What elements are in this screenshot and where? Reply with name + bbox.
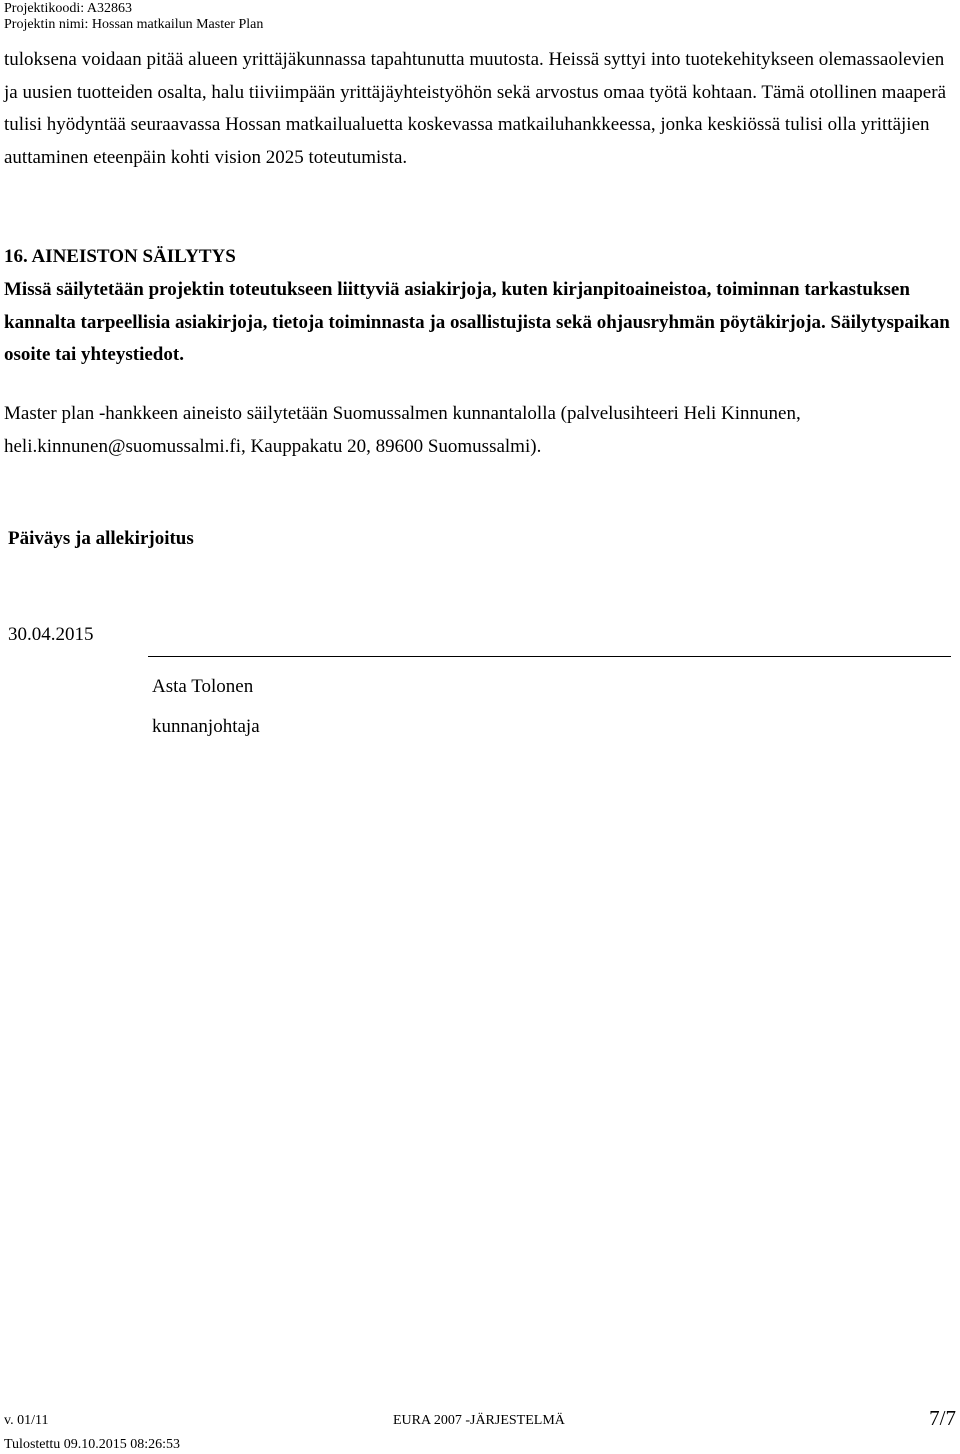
footer-system: EURA 2007 -JÄRJESTELMÄ	[393, 1413, 565, 1428]
signer-title: kunnanjohtaja	[152, 716, 260, 737]
header-project-code: Projektikoodi: A32863	[4, 1, 132, 16]
footer-version: v. 01/11	[4, 1413, 49, 1428]
signature-heading: Päiväys ja allekirjoitus	[8, 528, 194, 549]
signer-name: Asta Tolonen	[152, 676, 254, 697]
footer-printed-timestamp: Tulostettu 09.10.2015 08:26:53	[4, 1437, 181, 1452]
section-16-answer: Master plan -hankkeen aineisto säilytetään Suomussalmen kunnantalolla (palvelusihteeri Heli Kinnunen, heli.kinnunen@suomussalmi.fi, Kauppakatu 20, 89600 Suomussalmi).	[4, 403, 801, 457]
signature-date: 30.04.2015	[8, 624, 94, 645]
footer-page-number: 7/7	[929, 1406, 956, 1430]
section-16-question: Missä säilytetään projektin toteutukseen liittyviä asiakirjoja, kuten kirjanpitoaineistoa, toiminnan tarkastuksen kannalta tarpeellisia asiakirjoja, tietoja toiminnasta ja osallistujista sekä ohjausryhmän pöytäkirjoja. Säilytyspaikan osoite tai yhteystiedot.	[4, 279, 950, 365]
section-16-heading: 16. AINEISTON SÄILYTYS	[4, 246, 236, 267]
header-project-name: Projektin nimi: Hossan matkailun Master Plan	[4, 17, 264, 32]
intro-paragraph: tuloksena voidaan pitää alueen yrittäjäkunnassa tapahtunutta muutosta. Heissä syttyi into tuotekehitykseen olemassaolevien ja uusien tuotteiden osalta, halu tiiviimpään yrittäjäyhteistyöhön sekä arvostus omaa työtä kohtaan. Tämä otollinen maaperä tulisi hyödyntää seuraavassa Hossan matkailualuetta koskevassa matkailuhankkeessa, jonka keskiössä tulisi olla yrittäjien auttaminen eteenpäin kohti vision 2025 toteutumista.	[4, 49, 947, 168]
signature-line	[148, 656, 951, 657]
